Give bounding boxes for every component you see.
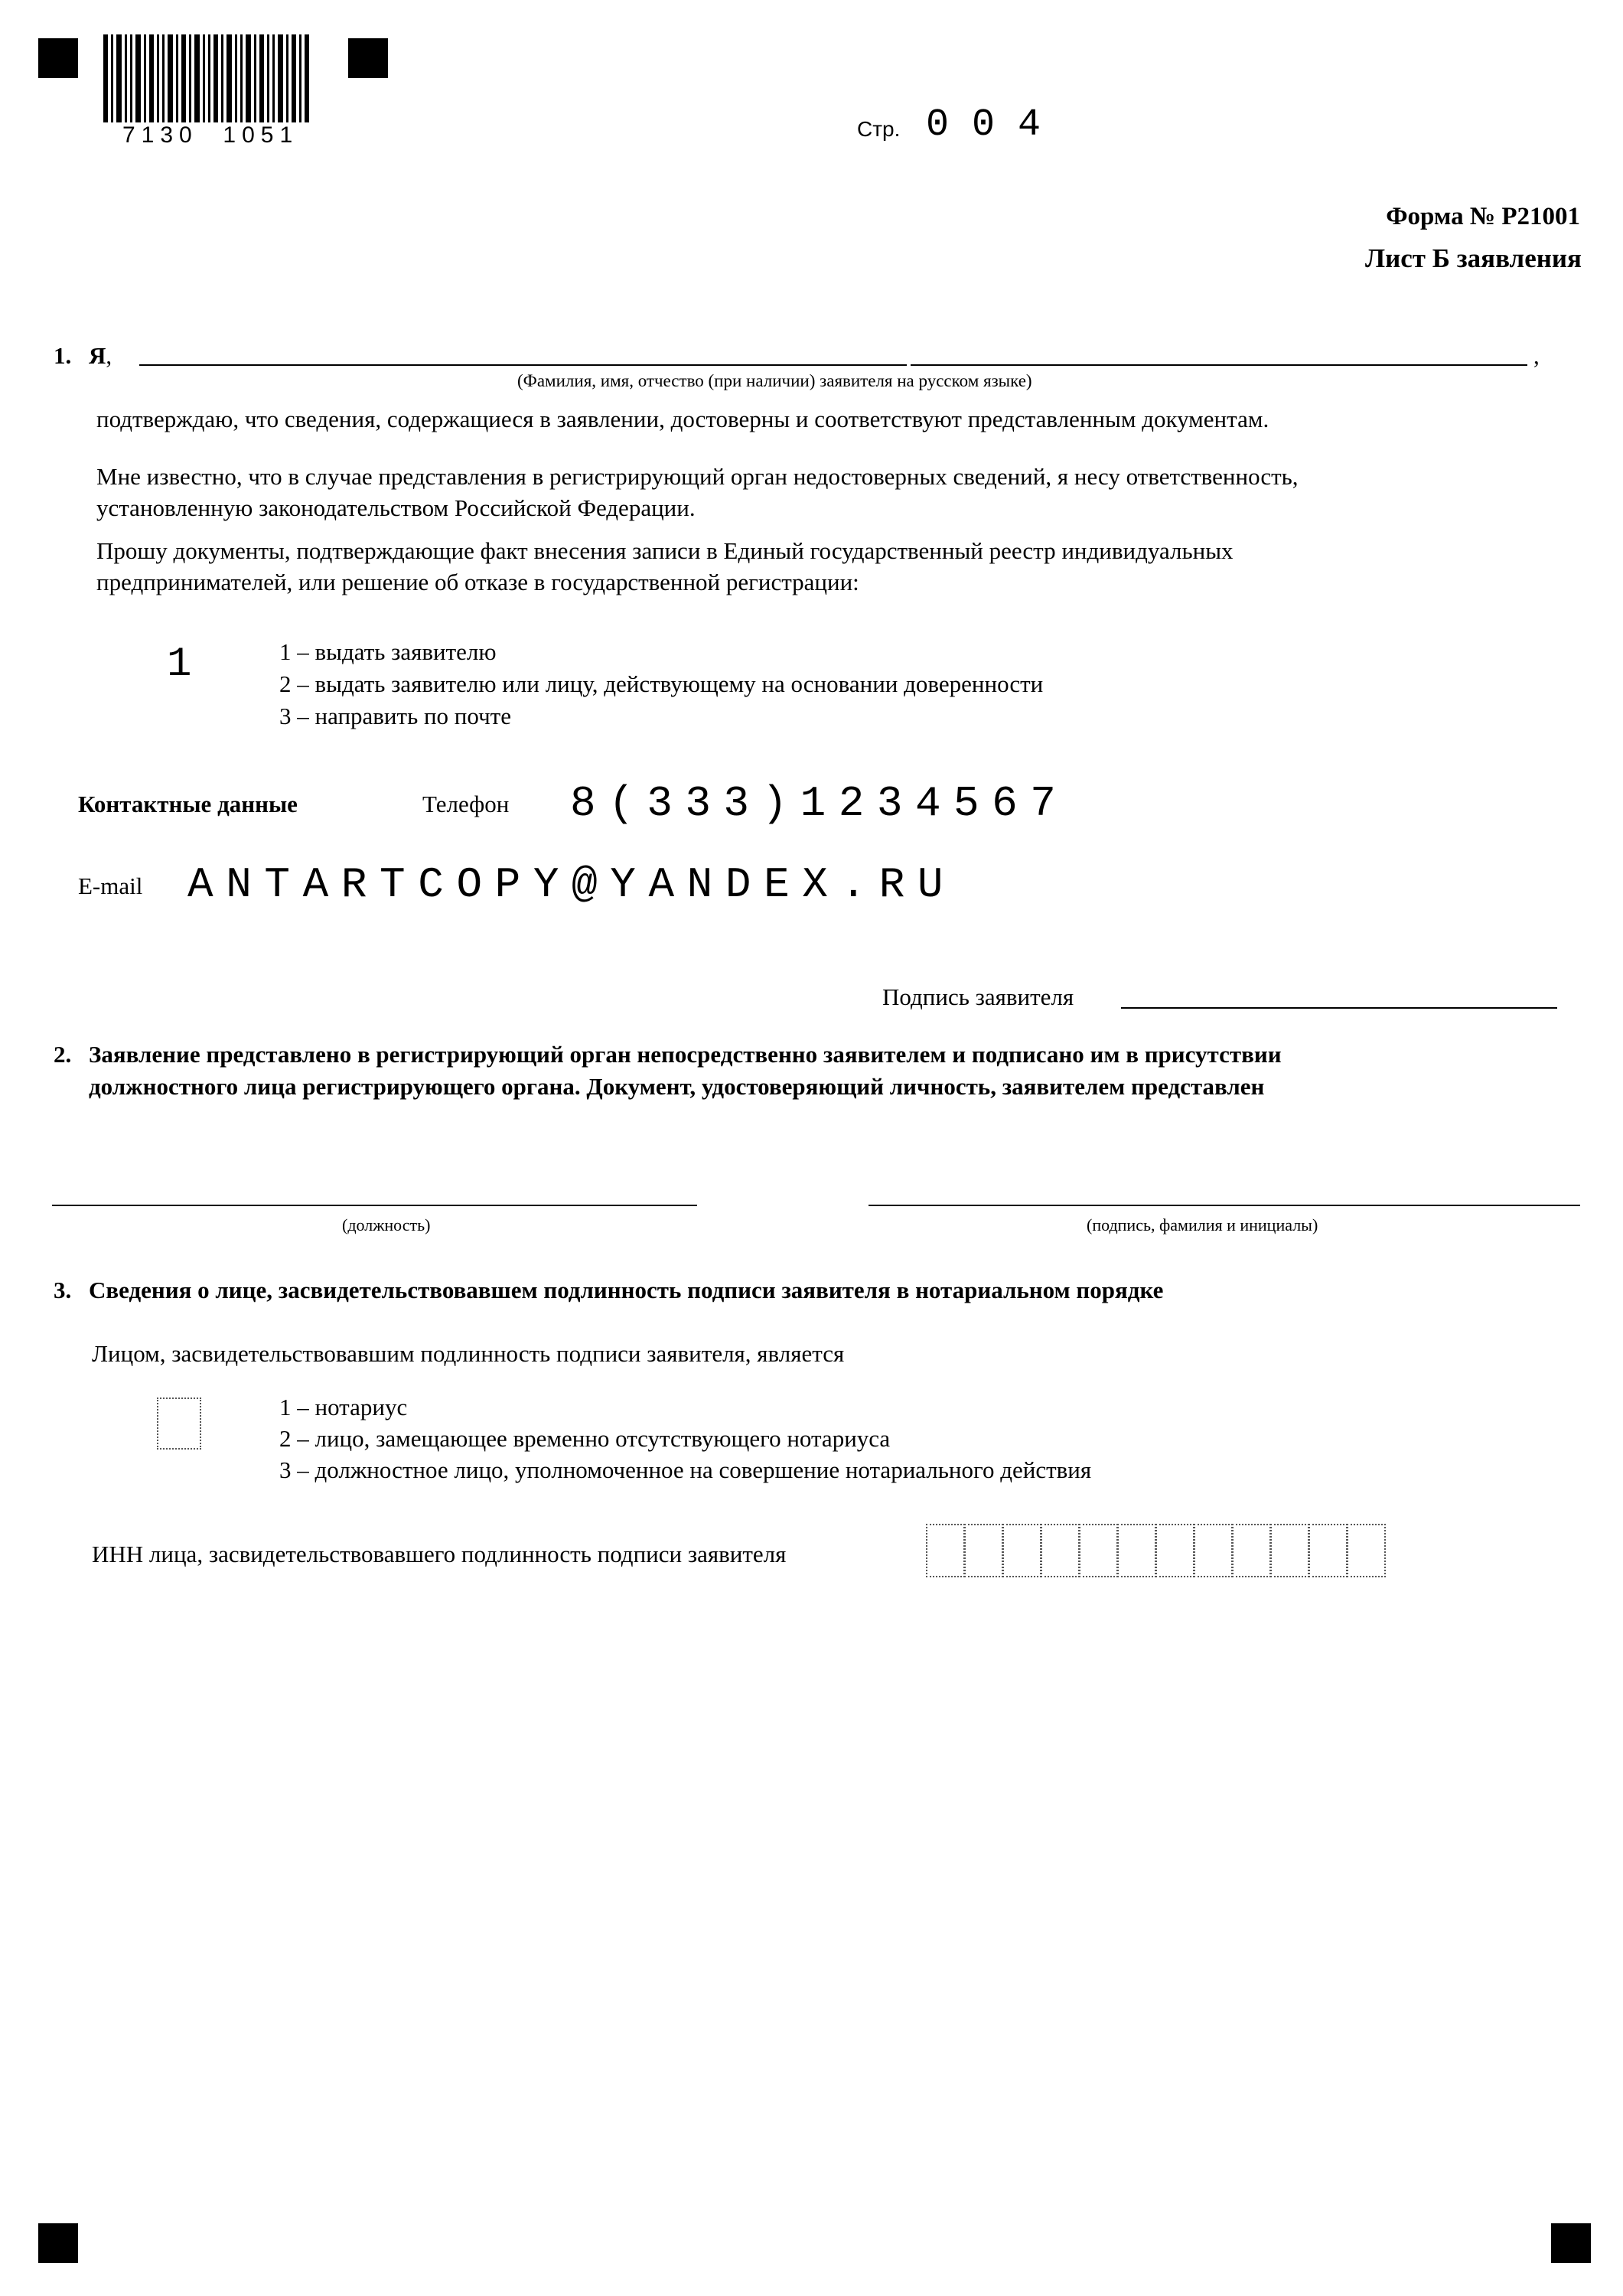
section2-text-line-2: должностного лица регистрирующего органа. Документ, удостоверяющий личность, заявителем представлен [89, 1073, 1265, 1100]
inn-cell[interactable] [1079, 1524, 1118, 1577]
confirm-text: подтверждаю, что сведения, содержащиеся в заявлении, достоверны и соответствуют представленным документам. [96, 406, 1269, 432]
notary-option-3: 3 – должностное лицо, уполномоченное на совершение нотариального действия [279, 1456, 1092, 1483]
section3-number: 3. [54, 1277, 72, 1303]
delivery-option-3: 3 – направить по почте [279, 703, 511, 729]
inn-cell[interactable] [1347, 1524, 1386, 1577]
sheet-title: Лист Б заявления [1365, 243, 1582, 273]
section3-intro: Лицом, засвидетельствовавшим подлинность подписи заявителя, является [92, 1340, 845, 1367]
signature-caption: (подпись, фамилия и инициалы) [1087, 1215, 1318, 1234]
inn-cell[interactable] [1155, 1524, 1194, 1577]
signature-label: Подпись заявителя [882, 983, 1074, 1010]
phone-field[interactable]: 8(333)1234567 [570, 779, 1069, 828]
inn-cell[interactable] [1041, 1524, 1080, 1577]
aware-line-1: Мне известно, что в случае представления в регистрирующий орган недостоверных сведений, я несу ответственность, [96, 463, 1299, 490]
notary-option-2: 2 – лицо, замещающее временно отсутствующего нотариуса [279, 1425, 891, 1452]
barcode [103, 34, 310, 122]
page-number: 0 0 4 [926, 103, 1041, 147]
corner-marker-bottom-right [1551, 2223, 1591, 2263]
inn-field[interactable] [926, 1524, 1390, 1577]
ya-comma: , [106, 342, 112, 369]
request-line-1: Прошу документы, подтверждающие факт внесения записи в Единый государственный реестр индивидуальных [96, 537, 1234, 564]
notary-type-field[interactable] [157, 1397, 201, 1450]
applicant-signature-line[interactable] [1121, 1007, 1557, 1009]
delivery-choice-field[interactable]: 1 [167, 641, 192, 688]
name-trailing-comma: , [1533, 342, 1540, 369]
inn-cell[interactable] [1309, 1524, 1348, 1577]
inn-cell[interactable] [1270, 1524, 1309, 1577]
section2-number: 2. [54, 1041, 72, 1068]
official-position-line[interactable] [52, 1205, 697, 1206]
contact-label: Контактные данные [78, 791, 298, 817]
inn-cell[interactable] [964, 1524, 1003, 1577]
corner-marker-top-left [38, 38, 78, 78]
corner-marker-top-right [348, 38, 388, 78]
inn-cell[interactable] [1002, 1524, 1041, 1577]
inn-cell[interactable] [1117, 1524, 1156, 1577]
section3-title: Сведения о лице, засвидетельствовавшем подлинность подписи заявителя в нотариальном порядке [89, 1277, 1164, 1303]
barcode-number: 7130 1051 [122, 122, 299, 148]
position-caption: (должность) [342, 1215, 431, 1234]
inn-cell[interactable] [1232, 1524, 1271, 1577]
inn-cell[interactable] [1194, 1524, 1233, 1577]
request-line-2: предпринимателей, или решение об отказе в государственной регистрации: [96, 569, 859, 595]
email-field[interactable]: ANTARTCOPY@YANDEX.RU [187, 860, 957, 909]
official-signature-line[interactable] [869, 1205, 1580, 1206]
page-label: Стр. [857, 117, 901, 141]
inn-label: ИНН лица, засвидетельствовавшего подлинность подписи заявителя [92, 1541, 787, 1567]
name-input-line-right[interactable] [911, 364, 1527, 366]
name-caption: (Фамилия, имя, отчество (при наличии) заявителя на русском языке) [517, 371, 1032, 390]
email-label: E-mail [78, 872, 143, 899]
corner-marker-bottom-left [38, 2223, 78, 2263]
ya-word: Я [89, 342, 106, 369]
inn-cell[interactable] [926, 1524, 965, 1577]
notary-option-1: 1 – нотариус [279, 1394, 408, 1420]
section2-text-line-1: Заявление представлено в регистрирующий орган непосредственно заявителем и подписано им в присутствии [89, 1041, 1282, 1068]
ya-label [89, 341, 112, 371]
name-input-line-left[interactable] [139, 364, 907, 366]
aware-line-2: установленную законодательством Российской Федерации. [96, 494, 696, 521]
delivery-option-2: 2 – выдать заявителю или лицу, действующему на основании доверенности [279, 670, 1044, 697]
delivery-option-1: 1 – выдать заявителю [279, 638, 497, 665]
form-number: Форма № Р21001 [1386, 203, 1580, 230]
phone-label: Телефон [422, 791, 510, 817]
section1-number: 1. [54, 342, 72, 369]
